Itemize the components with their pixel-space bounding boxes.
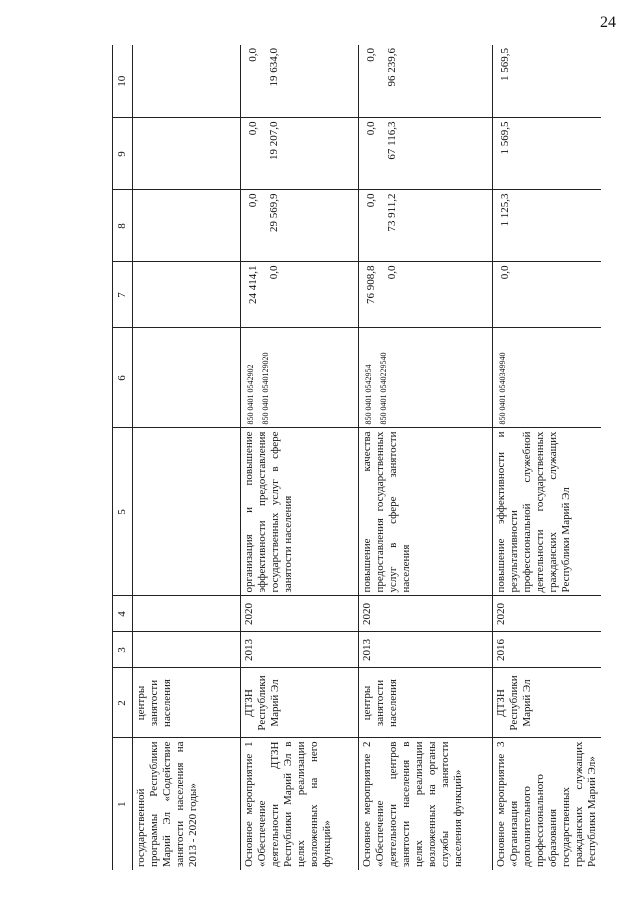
amount-cell: [492, 262, 600, 328]
budget-code: 850 0401 0540129020: [261, 352, 271, 425]
amount-value: 0,0: [498, 265, 511, 280]
amount-value: 67 116,3: [385, 121, 398, 160]
amount-value: 0,0: [267, 265, 280, 280]
budget-code: 850 0401 0542902: [245, 364, 255, 425]
amount-value: 0,0: [364, 193, 377, 208]
column-header-7: 7: [113, 262, 133, 328]
amount-value: 0,0: [385, 265, 398, 280]
amount-value: 24 414,1: [246, 265, 259, 304]
amount-cell: [240, 262, 358, 328]
amount-cell: [358, 118, 492, 190]
amount-value: 1 569,5: [498, 121, 511, 155]
column-header-10: 10: [113, 45, 133, 118]
result-cell: повышение качества предоставления государственных услуг в сфере занятости населения: [358, 428, 492, 596]
amount-value: 76 908,8: [364, 265, 377, 304]
executor-cell: ДТЗН Республики Марий Эл: [240, 668, 358, 738]
amount-cell: [132, 262, 240, 328]
event-name-cell: Основное мероприятие 3 «Организация дополнительного профессионального образования государственных гражданских служащих Республики Марий Эл»: [494, 741, 598, 867]
column-header-8: 8: [113, 190, 133, 262]
column-header-3: 3: [113, 632, 133, 668]
amount-cell: [132, 190, 240, 262]
amount-cell: [492, 190, 600, 262]
end-year-cell: 2020: [492, 596, 600, 632]
amount-value: 73 911,2: [385, 193, 398, 232]
amount-cell: [358, 262, 492, 328]
result-cell: организация и повышение эффективности предоставления государственных услуг в сфере занятости населения: [240, 428, 358, 596]
start-year-cell: [132, 632, 240, 668]
budget-code-cell: [492, 328, 600, 428]
program-events-table: [112, 45, 601, 870]
amount-cell: [240, 190, 358, 262]
end-year-cell: [132, 596, 240, 632]
amount-value: 0,0: [364, 121, 377, 136]
amount-value: 1 125,3: [498, 193, 511, 227]
page-number: 24: [600, 14, 616, 31]
amount-value: 0,0: [246, 193, 259, 208]
event-name-cell: Основное мероприятие 1 «Обеспечение деятельности ДТЗН Республики Марий Эл в целях реализации возложенных на него функций»: [240, 738, 358, 870]
executor-cell: ДТЗН Республики Марий Эл: [492, 668, 600, 738]
result-cell: повышение эффективности и результативности профессиональной служебной деятельности государственных гражданских служащих Республики Марий Эл: [492, 428, 600, 596]
column-header-1: 1: [113, 738, 133, 870]
column-header-9: 9: [113, 118, 133, 190]
amount-cell: [358, 45, 492, 118]
table-row: [132, 45, 240, 870]
amount-cell: [240, 118, 358, 190]
end-year-cell: 2020: [240, 596, 358, 632]
amount-cell: [132, 45, 240, 118]
amount-value: 0,0: [246, 121, 259, 136]
budget-code: 850 0401 0540349940: [497, 352, 507, 425]
amount-cell: [132, 118, 240, 190]
start-year-cell: 2013: [240, 632, 358, 668]
budget-code-cell: [132, 328, 240, 428]
executor-cell: центры занятости населения: [358, 668, 492, 738]
amount-value: 96 239,6: [385, 48, 398, 87]
column-header-6: 6: [113, 328, 133, 428]
end-year-cell: 2020: [358, 596, 492, 632]
start-year-cell: 2013: [358, 632, 492, 668]
budget-code-cell: [358, 328, 492, 428]
table-row: [358, 45, 492, 870]
amount-value: 19 634,0: [267, 48, 280, 87]
budget-code-cell: [240, 328, 358, 428]
table-row: [492, 45, 600, 870]
column-header-4: 4: [113, 596, 133, 632]
amount-cell: [240, 45, 358, 118]
header-row: [113, 45, 133, 870]
column-header-2: 2: [113, 668, 133, 738]
result-cell: [132, 428, 240, 596]
budget-code: 850 0401 0542954: [363, 364, 373, 425]
budget-code: 850 0401 0540229540: [379, 352, 389, 425]
program-name-cell: государственной программы Республики Марий Эл «Содействие занятости населения на 2013 - 2020 годы»: [132, 738, 240, 870]
table-row: [240, 45, 358, 870]
column-header-5: 5: [113, 428, 133, 596]
amount-value: 1 569,5: [498, 48, 511, 81]
amount-value: 19 207,0: [267, 121, 280, 160]
amount-value: 0,0: [246, 48, 259, 62]
start-year-cell: 2016: [492, 632, 600, 668]
executor-cell: центры занятости населения: [132, 668, 240, 738]
amount-cell: [358, 190, 492, 262]
rotated-table-container: [112, 45, 602, 870]
amount-cell: [492, 45, 600, 118]
event-name-cell: Основное мероприятие 2 «Обеспечение деятельности центров занятости населения в целях реализации возложенных на органы службы занятости населения функций»: [358, 738, 492, 870]
amount-value: 29 569,9: [267, 193, 280, 232]
amount-cell: [492, 118, 600, 190]
amount-value: 0,0: [364, 48, 377, 62]
